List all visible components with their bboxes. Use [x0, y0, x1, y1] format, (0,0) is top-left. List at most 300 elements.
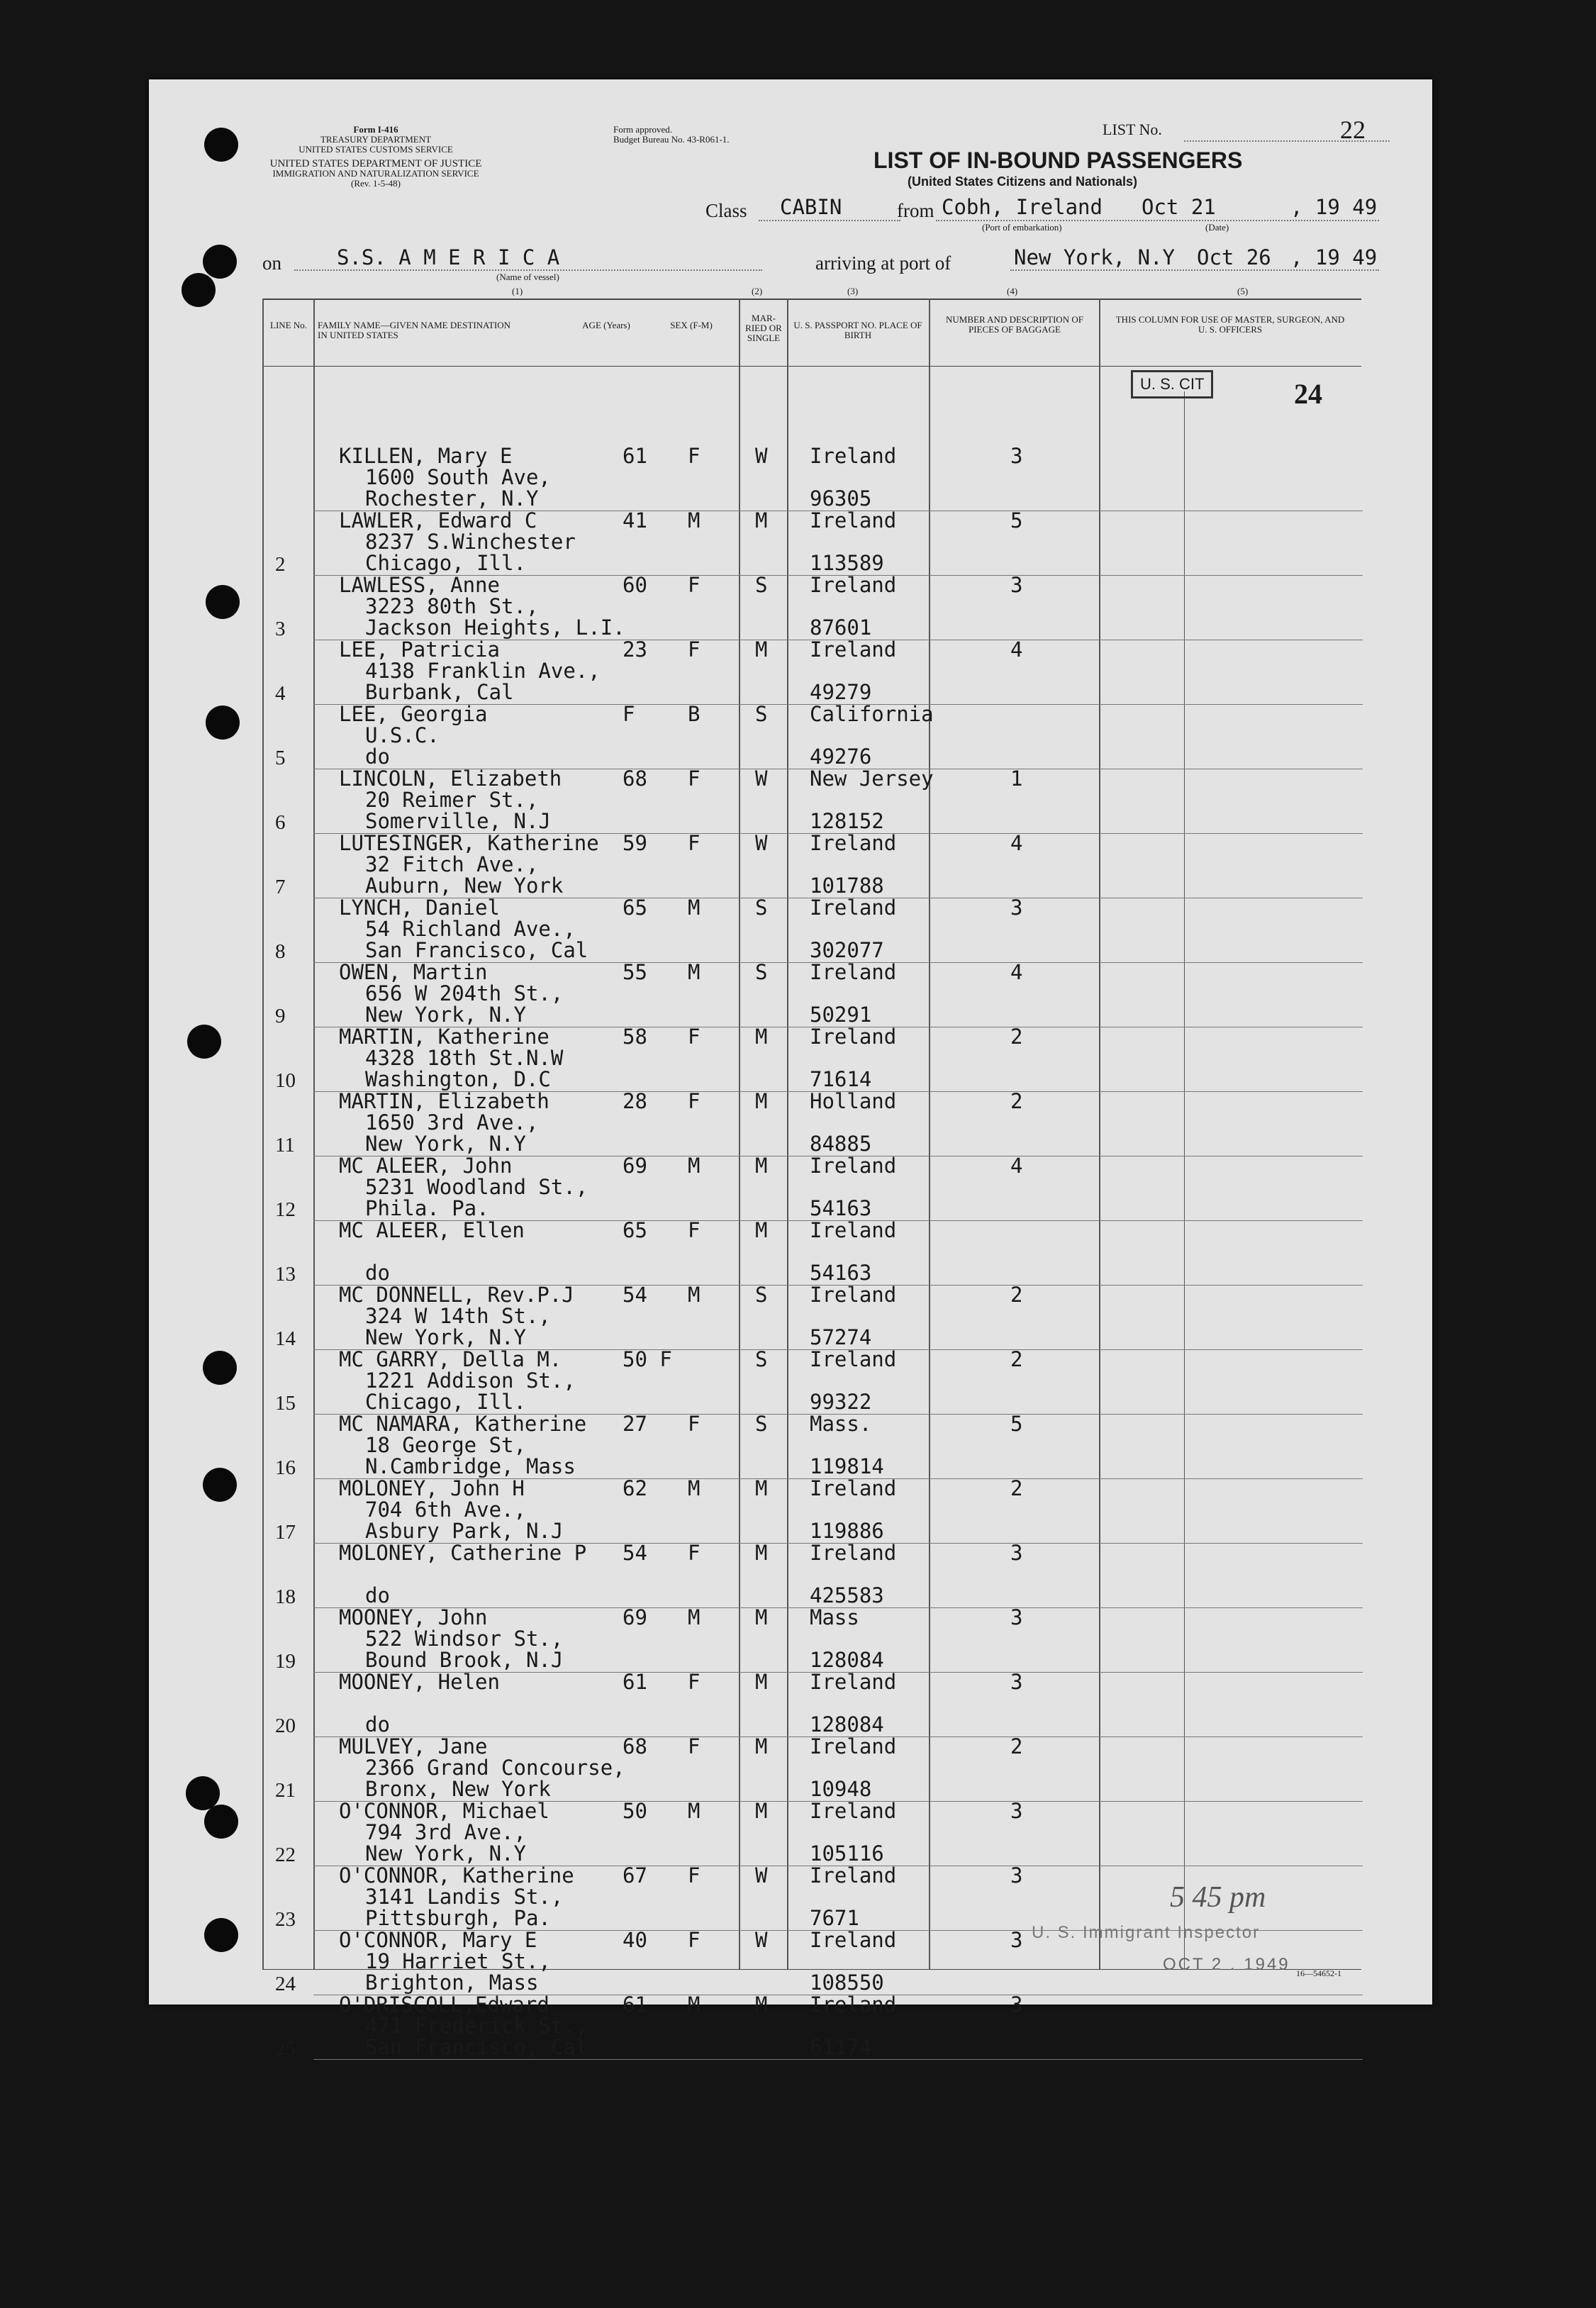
address-line-1: 656 W 204th St., — [365, 981, 564, 1005]
passenger-sex: M — [688, 896, 701, 920]
marital-status: M — [755, 1734, 768, 1758]
passenger-name: LEE, Georgia — [339, 702, 488, 726]
passenger-name: LAWLER, Edward C — [339, 508, 537, 533]
passenger-name: LINCOLN, Elizabeth — [339, 766, 562, 791]
passenger-sex: F — [688, 1670, 701, 1694]
passenger-sex: M — [688, 1992, 701, 2017]
passport-number: 96305 — [810, 486, 872, 511]
address-line-2: Rochester, N.Y — [365, 486, 539, 511]
address-line-1: 522 Windsor St., — [365, 1627, 564, 1651]
place-of-birth: Mass. — [810, 1412, 872, 1436]
passport-number: 425583 — [810, 1583, 884, 1607]
address-line-2: Phila. Pa. — [365, 1196, 489, 1220]
passenger-sex: M — [688, 1154, 701, 1178]
passenger-age: 54 — [623, 1283, 647, 1307]
passenger-sex: F — [688, 573, 701, 597]
passport-number: 54163 — [810, 1261, 872, 1285]
date-caption: (Date) — [1205, 222, 1229, 233]
passport-number: 105116 — [810, 1841, 884, 1866]
embark-year: , 19 49 — [1290, 195, 1378, 219]
passenger-age: 61 — [623, 1992, 647, 2017]
address-line-2: Chicago, Ill. — [365, 1390, 526, 1414]
address-line-1: U.S.C. — [365, 723, 440, 747]
punch-hole — [206, 706, 240, 740]
passenger-name: MARTIN, Elizabeth — [339, 1089, 549, 1113]
passenger-row — [149, 1347, 1432, 1416]
address-line-2: do — [365, 1712, 390, 1736]
passenger-row — [149, 1734, 1432, 1803]
punch-hole — [187, 1025, 221, 1059]
passport-number: 101788 — [810, 874, 884, 898]
col-head-sex: SEX (F-M) — [670, 320, 713, 330]
passenger-row — [149, 896, 1432, 964]
passenger-name: MARTIN, Katherine — [339, 1025, 549, 1049]
address-line-2: Pittsburgh, Pa. — [365, 1906, 551, 1930]
address-line-1: 1221 Addison St., — [365, 1368, 576, 1393]
col-num-2: (2) — [752, 286, 763, 296]
punch-hole — [204, 1805, 238, 1839]
passenger-sex: F — [688, 1541, 701, 1565]
baggage-count: 2 — [1010, 1089, 1023, 1113]
passenger-row — [149, 702, 1432, 771]
punch-hole — [204, 128, 238, 162]
passenger-sex: F — [688, 1928, 701, 1952]
line-number: 2 — [275, 553, 286, 576]
address-line-2: Burbank, Cal — [365, 680, 514, 704]
form-sheet — [149, 79, 1432, 2060]
baggage-count: 3 — [1010, 896, 1023, 920]
passenger-age: 59 — [623, 831, 647, 855]
place-of-birth: Ireland — [810, 1154, 897, 1178]
address-line-1: 18 George St, — [365, 1433, 526, 1457]
passenger-sex: M — [688, 1605, 701, 1629]
marital-status: S — [755, 702, 768, 726]
address-line-1: 19 Harriet St., — [365, 1949, 551, 1973]
passenger-age: 62 — [623, 1476, 647, 1500]
passenger-sex: F — [688, 1089, 701, 1113]
baggage-count: 3 — [1010, 1863, 1023, 1888]
baggage-count: 2 — [1010, 1025, 1023, 1049]
passenger-name: MOLONEY, John H — [339, 1476, 525, 1500]
passport-number: 128084 — [810, 1712, 884, 1736]
form-code: 16—54652-1 — [1296, 1968, 1341, 1978]
list-no-label: LIST No. — [1103, 121, 1162, 138]
address-line-2: N.Cambridge, Mass — [365, 1454, 576, 1478]
line-number: 24 — [275, 1973, 296, 1995]
place-of-birth: Ireland — [810, 1992, 897, 2017]
col-num-1: (1) — [512, 286, 523, 296]
address-line-2: Bronx, New York — [365, 1777, 551, 1801]
place-of-birth: Ireland — [810, 1928, 897, 1952]
address-line-2: do — [365, 745, 390, 769]
passport-number: 113589 — [810, 551, 884, 575]
col-head-married: MAR- RIED OR SINGLE — [745, 313, 782, 343]
place-of-birth: New Jersey — [810, 766, 934, 791]
baggage-count: 2 — [1010, 1283, 1023, 1307]
passenger-name: OWEN, Martin — [339, 960, 488, 984]
passenger-age: 60 — [623, 573, 647, 597]
passenger-name: MC ALEER, John — [339, 1154, 513, 1178]
passport-number: 50291 — [810, 1003, 872, 1027]
address-line-1: 704 6th Ave., — [365, 1498, 526, 1522]
baggage-count: 4 — [1010, 960, 1023, 984]
passenger-sex: F — [688, 1863, 701, 1888]
place-of-birth: Ireland — [810, 573, 897, 597]
marital-status: M — [755, 1218, 768, 1242]
passenger-row — [149, 1476, 1432, 1545]
marital-status: S — [755, 896, 768, 920]
passenger-row — [149, 1283, 1432, 1351]
place-of-birth: Ireland — [810, 1476, 897, 1500]
marital-status: M — [755, 1025, 768, 1049]
place-of-birth: Ireland — [810, 444, 897, 468]
passenger-sex: F — [688, 1412, 701, 1436]
passport-number: 128152 — [810, 809, 884, 833]
embark-date: Oct 21 — [1142, 195, 1216, 219]
class-value: CABIN — [780, 195, 842, 219]
passenger-row — [149, 444, 1432, 513]
passport-number: 7671 — [810, 1906, 859, 1930]
place-of-birth: Ireland — [810, 896, 897, 920]
address-line-1: 1600 South Ave, — [365, 465, 551, 489]
passenger-row — [149, 1412, 1432, 1481]
line-number: 22 — [275, 1844, 296, 1866]
passenger-sex: B — [688, 702, 701, 726]
passenger-age: 61 — [623, 444, 647, 468]
place-of-birth: Ireland — [810, 1025, 897, 1049]
passenger-name: MOLONEY, Catherine P — [339, 1541, 587, 1565]
passenger-sex: M — [688, 1799, 701, 1823]
page-subtitle: (United States Citizens and Nationals) — [908, 174, 1138, 189]
marital-status: M — [755, 1089, 768, 1113]
marital-status: S — [755, 1283, 768, 1307]
marital-status: W — [755, 766, 768, 791]
passenger-age: 28 — [623, 1089, 647, 1113]
passenger-sex: F — [688, 1025, 701, 1049]
passenger-age: 23 — [623, 637, 647, 662]
passenger-sex: F — [688, 1734, 701, 1758]
punch-hole — [182, 273, 216, 307]
passenger-age: 55 — [623, 960, 647, 984]
marital-status: S — [755, 960, 768, 984]
baggage-count: 3 — [1010, 573, 1023, 597]
marital-status: M — [755, 1605, 768, 1629]
line-number: 13 — [275, 1263, 296, 1286]
class-label: Class — [705, 200, 747, 221]
marital-status: M — [755, 637, 768, 662]
address-line-2: Somerville, N.J — [365, 809, 551, 833]
line-number: 19 — [275, 1650, 296, 1673]
from-label: from — [897, 200, 934, 221]
page-title: LIST OF IN-BOUND PASSENGERS — [874, 147, 1243, 173]
passenger-name: LUTESINGER, Katherine — [339, 831, 599, 855]
col-num-4: (4) — [1007, 286, 1018, 296]
address-line-1: 54 Richland Ave., — [365, 917, 576, 941]
passenger-sex: F — [688, 444, 701, 468]
passenger-age: 69 — [623, 1605, 647, 1629]
address-line-2: San Francisco, Cal — [365, 2035, 588, 2059]
passenger-name: O'CONNOR, Katherine — [339, 1863, 574, 1888]
address-line-2: do — [365, 1583, 390, 1607]
passenger-sex: F — [688, 1218, 701, 1242]
punch-hole — [203, 1351, 237, 1385]
passport-number: 99322 — [810, 1390, 872, 1414]
passenger-row — [149, 960, 1432, 1029]
passenger-age: 61 — [623, 1670, 647, 1694]
passenger-age: 50 F — [623, 1347, 672, 1371]
passenger-name: O'DRISCOLL,Edward — [339, 1992, 549, 2017]
passenger-name: MULVEY, Jane — [339, 1734, 488, 1758]
passenger-row — [149, 1025, 1432, 1093]
address-line-2: do — [365, 1261, 390, 1285]
passenger-name: LAWLESS, Anne — [339, 573, 500, 597]
col-head-officers: THIS COLUMN FOR USE OF MASTER, SURGEON, AND U. S. OFFICERS — [1115, 314, 1345, 335]
col-head-line: LINE No. — [270, 320, 307, 330]
place-of-birth: Ireland — [810, 1863, 897, 1888]
line-number: 8 — [275, 940, 286, 963]
baggage-count: 4 — [1010, 831, 1023, 855]
place-of-birth: Ireland — [810, 1799, 897, 1823]
passenger-row — [149, 1670, 1432, 1739]
passenger-name: MC NAMARA, Katherine — [339, 1412, 587, 1436]
passenger-row — [149, 573, 1432, 642]
passenger-age: 68 — [623, 766, 647, 791]
list-no-value: 22 — [1340, 116, 1366, 144]
baggage-count: 2 — [1010, 1734, 1023, 1758]
marital-status: M — [755, 1992, 768, 2017]
passport-number: 119886 — [810, 1519, 884, 1543]
justice-dept: UNITED STATES DEPARTMENT OF JUSTICE — [269, 158, 482, 169]
marital-status: W — [755, 444, 768, 468]
place-of-birth: Ireland — [810, 637, 897, 662]
passenger-name: LYNCH, Daniel — [339, 896, 500, 920]
baggage-count: 4 — [1010, 1154, 1023, 1178]
place-of-birth: Ireland — [810, 1541, 897, 1565]
passenger-name: MOONEY, John — [339, 1605, 488, 1629]
address-line-2: Jackson Heights, L.I. — [365, 615, 625, 640]
passenger-age: 67 — [623, 1863, 647, 1888]
passenger-age: 40 — [623, 1928, 647, 1952]
marital-status: M — [755, 1476, 768, 1500]
place-of-birth: Ireland — [810, 1734, 897, 1758]
line-number: 23 — [275, 1908, 296, 1931]
line-number: 6 — [275, 811, 286, 834]
passenger-row — [149, 766, 1432, 835]
address-line-2: Auburn, New York — [365, 874, 564, 898]
baggage-count: 5 — [1010, 1412, 1023, 1436]
baggage-count: 4 — [1010, 637, 1023, 662]
passenger-age: 54 — [623, 1541, 647, 1565]
treasury-dept: TREASURY DEPARTMENT — [320, 134, 432, 145]
passenger-row — [149, 831, 1432, 900]
place-of-birth: Ireland — [810, 831, 897, 855]
address-line-1: 324 W 14th St., — [365, 1304, 551, 1328]
vessel-caption: (Name of vessel) — [496, 272, 559, 282]
passenger-row — [149, 1218, 1432, 1287]
passenger-name: O'CONNOR, Mary E — [339, 1928, 537, 1952]
line-number: 14 — [275, 1327, 296, 1350]
col-head-age: AGE (Years) — [582, 320, 630, 330]
marital-status: S — [755, 573, 768, 597]
address-line-2: San Francisco, Cal — [365, 938, 588, 962]
form-approval — [613, 125, 730, 145]
us-citizen-stamp: U. S. CIT — [1131, 370, 1213, 398]
passport-number: 57274 — [810, 1325, 872, 1349]
address-line-2: New York, N.Y — [365, 1325, 526, 1349]
address-line-1: 1650 3rd Ave., — [365, 1110, 539, 1135]
passenger-age: 41 — [623, 508, 647, 533]
passenger-row — [149, 637, 1432, 706]
address-line-2: Chicago, Ill. — [365, 551, 526, 575]
passenger-row — [149, 1799, 1432, 1868]
passport-number: 87601 — [810, 615, 872, 640]
baggage-count: 3 — [1010, 1799, 1023, 1823]
passenger-sex: F — [688, 637, 701, 662]
baggage-count: 5 — [1010, 508, 1023, 533]
passenger-age: 65 — [623, 1218, 647, 1242]
address-line-2: Brighton, Mass — [365, 1970, 539, 1995]
address-line-1: 794 3rd Ave., — [365, 1820, 526, 1844]
marital-status: W — [755, 831, 768, 855]
col-num-3: (3) — [847, 286, 859, 296]
col-head-passport: U. S. PASSPORT NO. PLACE OF BIRTH — [793, 320, 922, 340]
arrival-port: New York, N.Y — [1014, 245, 1175, 269]
address-line-2: Bound Brook, N.J — [365, 1648, 564, 1672]
marital-status: M — [755, 1799, 768, 1823]
passport-number: 49276 — [810, 745, 872, 769]
line-number: 17 — [275, 1521, 296, 1544]
baggage-count: 3 — [1010, 1670, 1023, 1694]
passenger-row — [149, 1154, 1432, 1222]
passenger-sex: M — [688, 960, 701, 984]
line-number: 16 — [275, 1456, 296, 1479]
row-divider — [313, 2059, 1363, 2060]
arriving-label: arriving at port of — [815, 252, 952, 274]
punch-hole — [204, 1918, 238, 1952]
passenger-sex: M — [688, 1476, 701, 1500]
citizen-count: 24 — [1294, 378, 1322, 410]
passport-number: 61174 — [810, 2035, 872, 2059]
punch-hole — [203, 245, 237, 279]
line-number: 7 — [275, 876, 286, 898]
inspector-label: U. S. Immigrant Inspector — [1032, 1923, 1261, 1942]
passenger-name: MC DONNELL, Rev.P.J — [339, 1283, 574, 1307]
passenger-name: LEE, Patricia — [339, 637, 500, 662]
passenger-age: 68 — [623, 1734, 647, 1758]
address-line-1: 5231 Woodland St., — [365, 1175, 588, 1199]
baggage-count: 3 — [1010, 1541, 1023, 1565]
marital-status: S — [755, 1412, 768, 1436]
place-of-birth: Ireland — [810, 1218, 897, 1242]
passenger-sex: F — [688, 831, 701, 855]
place-of-birth: Holland — [810, 1089, 897, 1113]
marital-status: M — [755, 1670, 768, 1694]
passport-number: 49279 — [810, 680, 872, 704]
arrival-date: Oct 26 — [1197, 245, 1271, 269]
marital-status: S — [755, 1347, 768, 1371]
address-line-1: 2366 Grand Concourse, — [365, 1756, 625, 1780]
marital-status: M — [755, 1154, 768, 1178]
place-of-birth: Ireland — [810, 508, 897, 533]
place-of-birth: California — [810, 702, 934, 726]
address-line-1: 32 Fitch Ave., — [365, 852, 539, 876]
address-line-1: 20 Reimer St., — [365, 788, 539, 812]
embark-port: Cobh, Ireland — [942, 195, 1103, 219]
address-line-1: 3141 Landis St., — [365, 1885, 564, 1909]
customs-service: UNITED STATES CUSTOMS SERVICE — [298, 144, 453, 155]
line-number: 11 — [275, 1134, 295, 1156]
address-line-1: 4328 18th St.N.W — [365, 1046, 564, 1070]
passenger-name: MOONEY, Helen — [339, 1670, 500, 1694]
passenger-name: KILLEN, Mary E — [339, 444, 513, 468]
address-line-1: 3223 80th St., — [365, 594, 539, 618]
passenger-sex: M — [688, 1283, 701, 1307]
passport-number: 84885 — [810, 1132, 872, 1156]
passenger-age: 50 — [623, 1799, 647, 1823]
date-stamp: OCT 2 . 1949 — [1163, 1955, 1290, 1974]
embark-port-caption: (Port of embarkation) — [982, 222, 1062, 233]
line-number: 18 — [275, 1585, 296, 1608]
address-line-1: 471 Frederick St., — [365, 2014, 588, 2038]
line-number: 12 — [275, 1198, 296, 1221]
passport-number: 10948 — [810, 1777, 872, 1801]
col-head-baggage: NUMBER AND DESCRIPTION OF PIECES OF BAGGAGE — [946, 314, 1083, 335]
passport-number: 302077 — [810, 938, 884, 962]
baggage-count: 3 — [1010, 1928, 1023, 1952]
passport-number: 108550 — [810, 1970, 884, 1995]
baggage-count: 3 — [1010, 1992, 1023, 2017]
passenger-row — [149, 1541, 1432, 1610]
baggage-count: 2 — [1010, 1347, 1023, 1371]
col-head-name: FAMILY NAME—GIVEN NAME DESTINATION IN UNITED STATES — [318, 320, 511, 340]
passenger-name: O'CONNOR, Michael — [339, 1799, 549, 1823]
passport-number: 128084 — [810, 1648, 884, 1672]
address-line-2: Washington, D.C — [365, 1067, 551, 1091]
line-number: 25 — [275, 2037, 296, 2060]
revision-date: (Rev. 1-5-48) — [351, 178, 401, 189]
punch-hole — [206, 585, 240, 619]
marital-status: W — [755, 1928, 768, 1952]
line-number: 20 — [275, 1715, 296, 1737]
address-line-1: 4138 Franklin Ave., — [365, 659, 601, 683]
place-of-birth: Ireland — [810, 960, 897, 984]
passport-number: 71614 — [810, 1067, 872, 1091]
passenger-age: 69 — [623, 1154, 647, 1178]
time-note: 5 45 pm — [1170, 1881, 1266, 1914]
form-number: Form I-416 — [353, 124, 398, 135]
ins-service: IMMIGRATION AND NATURALIZATION SERVICE — [272, 168, 479, 179]
form-header-left — [255, 125, 496, 189]
place-of-birth: Ireland — [810, 1347, 897, 1371]
passenger-name: MC ALEER, Ellen — [339, 1218, 525, 1242]
approval-text: Form approved. — [613, 124, 673, 135]
passenger-name: MC GARRY, Della M. — [339, 1347, 562, 1371]
vessel-name: S.S. A M E R I C A — [337, 245, 560, 269]
address-line-1: 8237 S.Winchester — [365, 530, 576, 554]
baggage-count: 1 — [1010, 766, 1023, 791]
passport-number: 119814 — [810, 1454, 884, 1478]
line-number: 10 — [275, 1069, 296, 1092]
punch-hole — [203, 1468, 237, 1502]
place-of-birth: Ireland — [810, 1670, 897, 1694]
col-num-5: (5) — [1237, 286, 1249, 296]
arrival-year: , 19 49 — [1290, 245, 1378, 269]
passenger-row — [149, 1089, 1432, 1158]
budget-text: Budget Bureau No. 43-R061-1. — [613, 134, 730, 145]
marital-status: M — [755, 508, 768, 533]
address-line-2: New York, N.Y — [365, 1132, 526, 1156]
baggage-count: 3 — [1010, 1605, 1023, 1629]
